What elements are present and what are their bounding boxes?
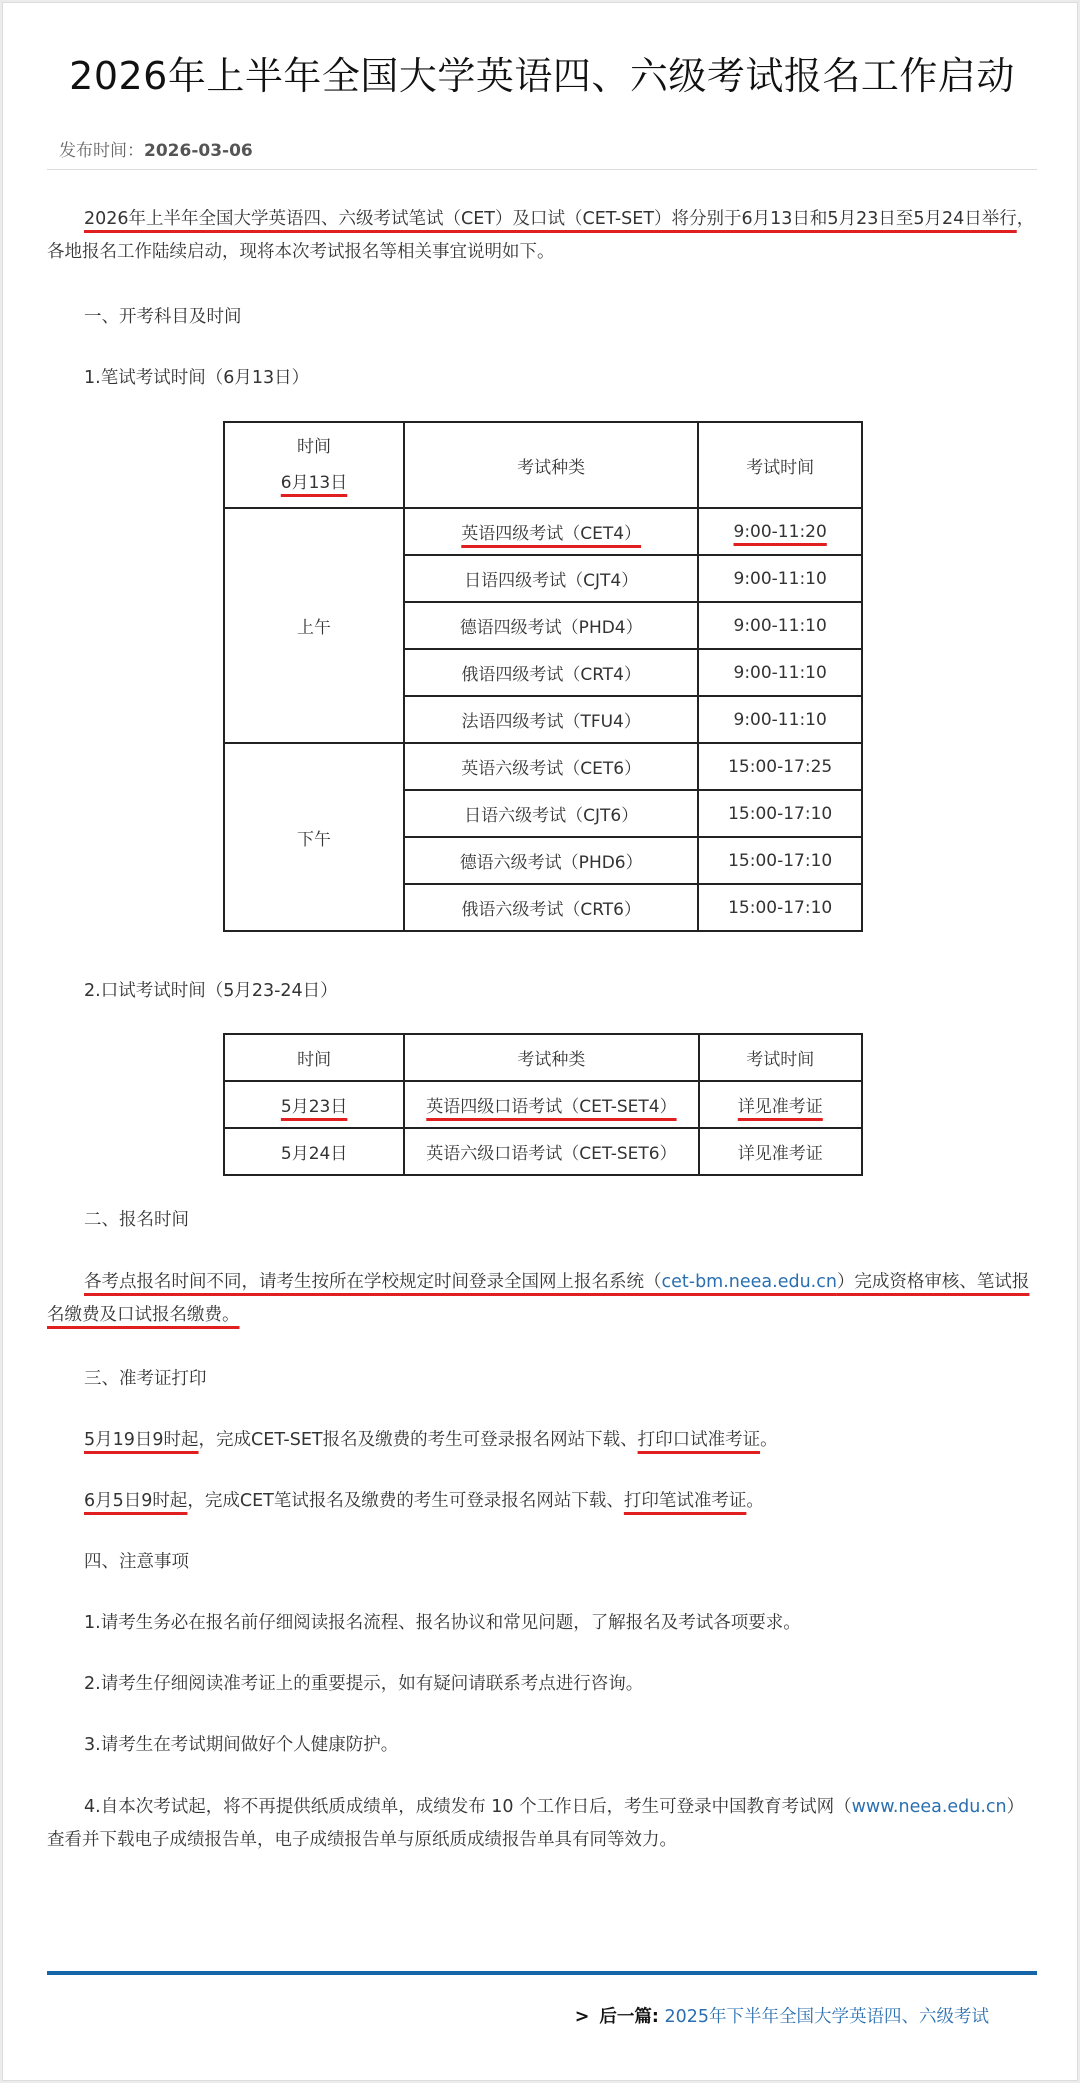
title-divider bbox=[47, 169, 1037, 170]
admit-oral-action: 打印口试准考证 bbox=[637, 1430, 761, 1450]
admit-written-time: 6月5日9时起 bbox=[84, 1491, 188, 1511]
written-header-duration: 考试时间 bbox=[698, 422, 862, 508]
section-heading-1: 一、开考科目及时间 bbox=[84, 307, 242, 327]
exam-time: 9:00-11:10 bbox=[698, 602, 862, 649]
note-3: 3.请考生在考试期间做好个人健康防护。 bbox=[84, 1735, 399, 1755]
oral-time: 详见准考证 bbox=[699, 1128, 862, 1175]
registration-text-a: 各考点报名时间不同，请考生按所在学校规定时间登录全国网上报名系统（ bbox=[84, 1272, 662, 1292]
exam-type: 英语四级考试（CET4） bbox=[461, 524, 642, 544]
written-header-time bbox=[224, 422, 404, 508]
exam-time: 15:00-17:25 bbox=[698, 743, 862, 790]
page-title: 2026年上半年全国大学英语四、六级考试报名工作启动 bbox=[69, 54, 1015, 98]
admit-written-paragraph bbox=[84, 1485, 1037, 1518]
section-heading-4: 四、注意事项 bbox=[84, 1552, 189, 1572]
publish-label: 发布时间： bbox=[59, 141, 144, 161]
admit-oral-time: 5月19日9时起 bbox=[84, 1430, 199, 1450]
exam-type: 日语四级考试（CJT4） bbox=[404, 555, 698, 602]
note-4-text-a: 4.自本次考试起，将不再提供纸质成绩单，成绩发布 10 个工作日后，考生可登录中国教育考试网（ bbox=[84, 1797, 852, 1817]
written-exam-table bbox=[223, 421, 863, 932]
exam-type: 英语六级考试（CET6） bbox=[404, 743, 698, 790]
note-4 bbox=[47, 1791, 1037, 1857]
oral-type bbox=[404, 1081, 698, 1128]
next-article-link[interactable]: 2025年下半年全国大学英语四、六级考试 bbox=[664, 2007, 989, 2027]
exam-time: 9:00-11:10 bbox=[698, 649, 862, 696]
table-row bbox=[404, 508, 698, 555]
exam-type: 俄语四级考试（CRT4） bbox=[404, 649, 698, 696]
exam-time: 15:00-17:10 bbox=[698, 837, 862, 884]
intro-paragraph bbox=[47, 203, 1037, 269]
written-header-date: 6月13日 bbox=[280, 473, 348, 493]
note-2: 2.请考生仔细阅读准考证上的重要提示，如有疑问请联系考点进行咨询。 bbox=[84, 1674, 644, 1694]
admit-written-text: ，完成CET笔试报名及缴费的考生可登录报名网站下载、 bbox=[187, 1491, 624, 1511]
intro-highlight: 2026年上半年全国大学英语四、六级考试笔试（CET）及口试（CET-SET）将分别于6月13日和5月23日至5月24日举行 bbox=[84, 209, 1017, 229]
admit-oral-end: 。 bbox=[760, 1430, 778, 1450]
neea-link[interactable]: www.neea.edu.cn bbox=[851, 1797, 1007, 1817]
written-header-type: 考试种类 bbox=[404, 422, 698, 508]
oral-date: 5月24日 bbox=[224, 1128, 404, 1175]
registration-paragraph bbox=[47, 1266, 1037, 1332]
publish-date: 2026-03-06 bbox=[144, 141, 253, 161]
exam-type: 德语四级考试（PHD4） bbox=[404, 602, 698, 649]
oral-type: 英语六级口语考试（CET-SET6） bbox=[404, 1128, 698, 1175]
exam-time: 15:00-17:10 bbox=[698, 790, 862, 837]
next-article-nav bbox=[575, 2003, 989, 2028]
oral-exam-table bbox=[223, 1033, 863, 1176]
article-page bbox=[2, 2, 1078, 2081]
section-heading-2: 二、报名时间 bbox=[84, 1210, 189, 1230]
table-row bbox=[698, 508, 862, 555]
exam-type: 法语四级考试（TFU4） bbox=[404, 696, 698, 743]
footer-divider bbox=[47, 1971, 1037, 1975]
registration-link[interactable]: cet-bm.neea.edu.cn bbox=[661, 1272, 837, 1292]
exam-type: 俄语六级考试（CRT6） bbox=[404, 884, 698, 931]
intro-rest: ，各地报名工作陆续启动，现将本次考试报名等相关事宜说明如下。 bbox=[47, 209, 1035, 262]
publish-meta bbox=[59, 136, 253, 161]
oral-date-text: 5月23日 bbox=[280, 1097, 348, 1117]
oral-date bbox=[224, 1081, 404, 1128]
written-header-time-label: 时间 bbox=[297, 437, 331, 457]
note-4-text-b: ）查看并下载电子成绩报告单，电子成绩报告单与原纸质成绩报告单具有同等效力。 bbox=[47, 1797, 1025, 1850]
oral-header-duration: 考试时间 bbox=[699, 1034, 862, 1081]
next-article-label: 后一篇: bbox=[599, 2007, 659, 2027]
chevron-right-icon: > bbox=[574, 2007, 590, 2027]
subsection-written: 1.笔试考试时间（6月13日） bbox=[84, 368, 310, 388]
admit-oral-text: ，完成CET-SET报名及缴费的考生可登录报名网站下载、 bbox=[198, 1430, 638, 1450]
oral-header-type: 考试种类 bbox=[404, 1034, 698, 1081]
exam-time: 9:00-11:10 bbox=[698, 696, 862, 743]
exam-type: 德语六级考试（PHD6） bbox=[404, 837, 698, 884]
oral-time-text: 详见准考证 bbox=[737, 1097, 823, 1117]
registration-text-b: ）完成资格审核、笔试报名缴费及口试报名缴费。 bbox=[47, 1272, 1030, 1325]
subsection-oral: 2.口试考试时间（5月23-24日） bbox=[84, 981, 338, 1001]
oral-time bbox=[699, 1081, 862, 1128]
exam-type: 日语六级考试（CJT6） bbox=[404, 790, 698, 837]
exam-time: 9:00-11:10 bbox=[698, 555, 862, 602]
note-1: 1.请考生务必在报名前仔细阅读报名流程、报名协议和常见问题，了解报名及考试各项要求。 bbox=[84, 1613, 801, 1633]
oral-type-text: 英语四级口语考试（CET-SET4） bbox=[426, 1097, 677, 1117]
admit-oral-paragraph bbox=[84, 1424, 1037, 1457]
admit-written-end: 。 bbox=[746, 1491, 764, 1511]
written-am-cell: 上午 bbox=[224, 508, 404, 743]
section-heading-3: 三、准考证打印 bbox=[84, 1369, 207, 1389]
admit-written-action: 打印笔试准考证 bbox=[623, 1491, 747, 1511]
oral-header-time: 时间 bbox=[224, 1034, 404, 1081]
written-pm-cell: 下午 bbox=[224, 743, 404, 931]
exam-time: 9:00-11:20 bbox=[733, 521, 827, 542]
exam-time: 15:00-17:10 bbox=[698, 884, 862, 931]
